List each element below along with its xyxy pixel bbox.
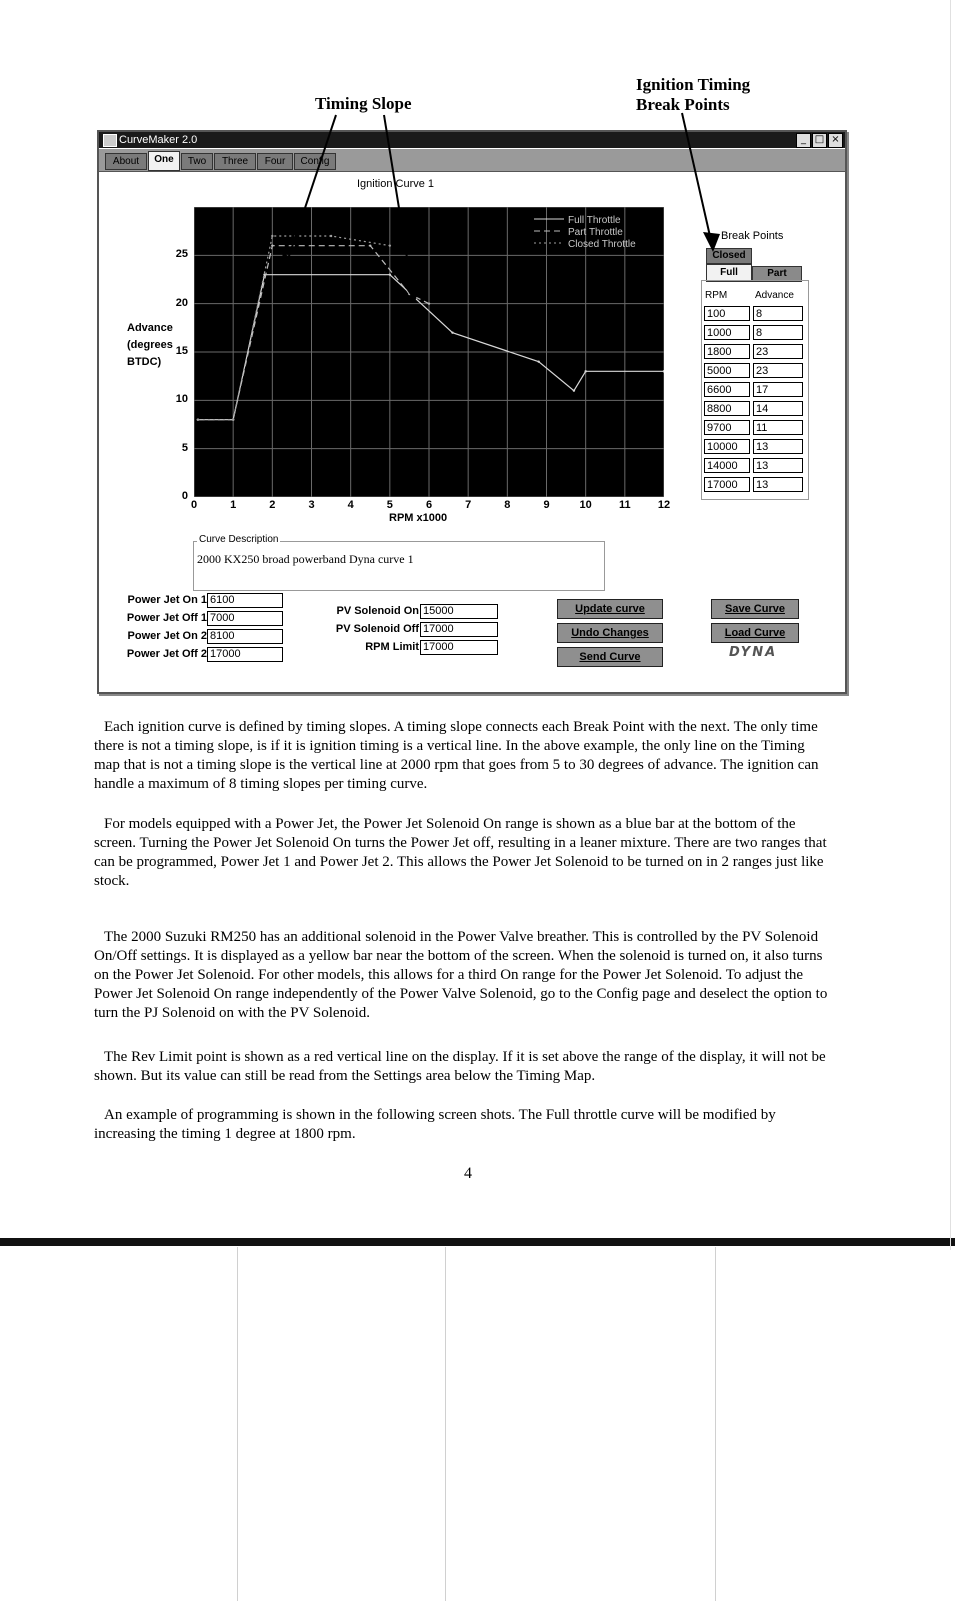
bp-rpm-input[interactable]: 5000 [704, 363, 750, 378]
page-number: 4 [464, 1165, 472, 1182]
bp-rpm-input[interactable]: 10000 [704, 439, 750, 454]
setting-label: Power Jet Off 1 [126, 612, 207, 624]
bp-col-advance: Advance [755, 290, 794, 301]
arrow-line-2 [384, 115, 413, 295]
x-tick-label: 7 [465, 499, 472, 511]
setting-input[interactable]: 15000 [420, 604, 498, 619]
maximize-button[interactable]: □ [812, 133, 827, 148]
break-points-label: Break Points [721, 230, 784, 242]
scan-line-4 [950, 0, 951, 1250]
y-tick-label: 5 [181, 441, 188, 454]
curve-description-label: Curve Description [199, 534, 279, 545]
update-curve-button[interactable]: Update curve [557, 599, 663, 619]
bp-advance-input[interactable]: 13 [753, 458, 803, 473]
undo-changes-button[interactable]: Undo Changes [557, 623, 663, 643]
arrowhead-2 [405, 285, 420, 302]
setting-input[interactable]: 8100 [207, 629, 283, 644]
bp-advance-input[interactable]: 17 [753, 382, 803, 397]
scan-line-2 [445, 1247, 446, 1601]
bp-tab-full[interactable]: Full [706, 264, 752, 282]
x-tick-label: 11 [619, 499, 631, 511]
x-tick-label: 6 [425, 499, 433, 511]
tab-config[interactable]: Config [294, 153, 336, 170]
setting-label: RPM Limit [365, 641, 419, 653]
setting-label: PV Solenoid Off [335, 623, 419, 635]
y-tick-label: 10 [175, 393, 188, 406]
x-tick-label: 9 [543, 499, 550, 511]
y-axis-label-line1: Advance [127, 322, 173, 334]
setting-input[interactable]: 7000 [207, 611, 283, 626]
y-tick-label: 15 [175, 345, 188, 357]
bp-advance-input[interactable]: 23 [753, 344, 803, 359]
setting-label: PV Solenoid On [336, 605, 419, 617]
bp-advance-input[interactable]: 13 [753, 477, 803, 492]
paragraph-2: For models equipped with a Power Jet, the Power Jet Solenoid On range is shown as a blue bar at the bottom of the screen. Turning the Power Jet Solenoid On turns the Power Jet off, resulting in a leaner mixture. There are two ranges that can be programmed, Power Jet 1 and Power Jet 2. This allows the Power Jet Solenoid to be turned on in 2 ranges just like stock. [94, 816, 827, 889]
paragraph-4: The Rev Limit point is shown as a red vertical line on the display. If it is set above the range of the display, it will not be shown. But its value can still be read from the Settings area below the Timing Map. [94, 1049, 826, 1084]
bp-advance-input[interactable]: 13 [753, 439, 803, 454]
x-tick-label: 5 [386, 499, 393, 511]
bp-rpm-input[interactable]: 17000 [704, 477, 750, 492]
arrow-line-3 [682, 113, 712, 245]
tab-two[interactable]: Two [181, 153, 213, 170]
bp-advance-input[interactable]: 23 [753, 363, 803, 378]
setting-label: Power Jet Off 2 [126, 648, 207, 660]
x-tick-label: 12 [657, 499, 671, 511]
setting-input[interactable]: 17000 [420, 640, 498, 655]
x-tick-label: 4 [347, 499, 354, 511]
ignition-timing-callout-line2: Break Points [636, 95, 730, 114]
send-curve-button[interactable]: Send Curve [557, 647, 663, 667]
bp-rpm-input[interactable]: 1800 [704, 344, 750, 359]
x-tick-label: 1 [230, 499, 237, 511]
callout-arrows [0, 0, 972, 720]
page-edge [0, 1238, 955, 1246]
bp-advance-input[interactable]: 8 [753, 325, 803, 340]
bp-tab-closed[interactable]: Closed [706, 248, 752, 264]
save-curve-button[interactable]: Save Curve [711, 599, 799, 619]
scan-line-3 [715, 1247, 716, 1601]
setting-label: Power Jet On 1 [127, 594, 207, 606]
bp-advance-input[interactable]: 8 [753, 306, 803, 321]
load-curve-button[interactable]: Load Curve [711, 623, 799, 643]
setting-input[interactable]: 17000 [420, 622, 498, 637]
scan-line-1 [237, 1247, 238, 1601]
close-button[interactable]: × [828, 133, 843, 148]
arrowhead-3 [703, 232, 720, 252]
y-axis-label-line3: BTDC) [127, 356, 162, 368]
x-tick-label: 10 [579, 499, 592, 511]
bp-rpm-input[interactable]: 6600 [704, 382, 750, 397]
bp-col-rpm: RPM [705, 290, 728, 301]
legend-label: Full Throttle [568, 215, 621, 226]
paragraph-1: Each ignition curve is defined by timing slopes. A timing slope connects each Break Point with the next. The only time there is not a timing slope, is if it is ignition timing is a vertical line. In the above example, the only line on the Timing map that is not a timing slope is the vertical line at 2000 rpm that goes from 5 to 30 degrees of advance. The ignition can handle a maximum of 8 timing slopes per timing curve. [94, 719, 819, 792]
x-tick-label: 3 [308, 499, 315, 511]
arrow-line-1 [286, 115, 336, 265]
x-tick-label: 8 [504, 499, 511, 511]
bp-rpm-input[interactable]: 8800 [704, 401, 750, 416]
legend-label: Part Throttle [568, 227, 623, 238]
legend-label: Closed Throttle [568, 239, 636, 250]
y-tick-label: 25 [175, 248, 188, 261]
tab-three[interactable]: Three [214, 153, 256, 170]
tab-about[interactable]: About [105, 153, 147, 170]
y-tick-label: 20 [175, 296, 188, 309]
bp-advance-input[interactable]: 11 [753, 420, 803, 435]
timing-slope-callout: Timing Slope [315, 94, 412, 113]
tab-one[interactable]: One [148, 151, 180, 171]
x-tick-label: 0 [190, 499, 198, 511]
bp-rpm-input[interactable]: 9700 [704, 420, 750, 435]
minimize-button[interactable]: _ [796, 133, 811, 148]
setting-label: Power Jet On 2 [127, 630, 207, 642]
x-tick-label: 2 [269, 499, 276, 511]
y-tick-label: 0 [181, 490, 188, 502]
y-axis-label-line2: (degrees [127, 339, 173, 351]
setting-input[interactable]: 17000 [207, 647, 283, 662]
window-title: CurveMaker 2.0 [119, 134, 198, 146]
dyna-logo: DYNA [729, 645, 778, 660]
chart-title: Ignition Curve 1 [357, 178, 435, 190]
curve-description-input[interactable]: 2000 KX250 broad powerband Dyna curve 1 [197, 552, 414, 566]
paragraph-5: An example of programming is shown in the following screen shots. The Full throttle curve will be modified by increasing the timing 1 degree at 1800 rpm. [94, 1107, 776, 1142]
bp-rpm-input[interactable]: 1000 [704, 325, 750, 340]
setting-input[interactable]: 6100 [207, 593, 283, 608]
ignition-timing-callout-line1: Ignition Timing [636, 75, 751, 94]
bp-advance-input[interactable]: 14 [753, 401, 803, 416]
x-axis-label: RPM x1000 [389, 512, 448, 524]
bp-rpm-input[interactable]: 100 [704, 306, 750, 321]
arrowhead-1 [280, 252, 295, 270]
bp-tab-part[interactable]: Part [752, 266, 802, 282]
bp-rpm-input[interactable]: 14000 [704, 458, 750, 473]
paragraph-3: The 2000 Suzuki RM250 has an additional solenoid in the Power Valve breather. This is controlled by the PV Solenoid On/Off settings. It is displayed as a yellow bar near the bottom of the screen. When the solenoid is turned on, it also turns on the Power Jet Solenoid. For other models, this allows for a third On range for the Power Jet Solenoid. To adjust the Power Jet Solenoid On range independently of the Power Valve Solenoid, go to the Config page and deselect the option to turn the PJ Solenoid on with the PV Solenoid. [94, 929, 828, 1021]
tab-four[interactable]: Four [257, 153, 293, 170]
